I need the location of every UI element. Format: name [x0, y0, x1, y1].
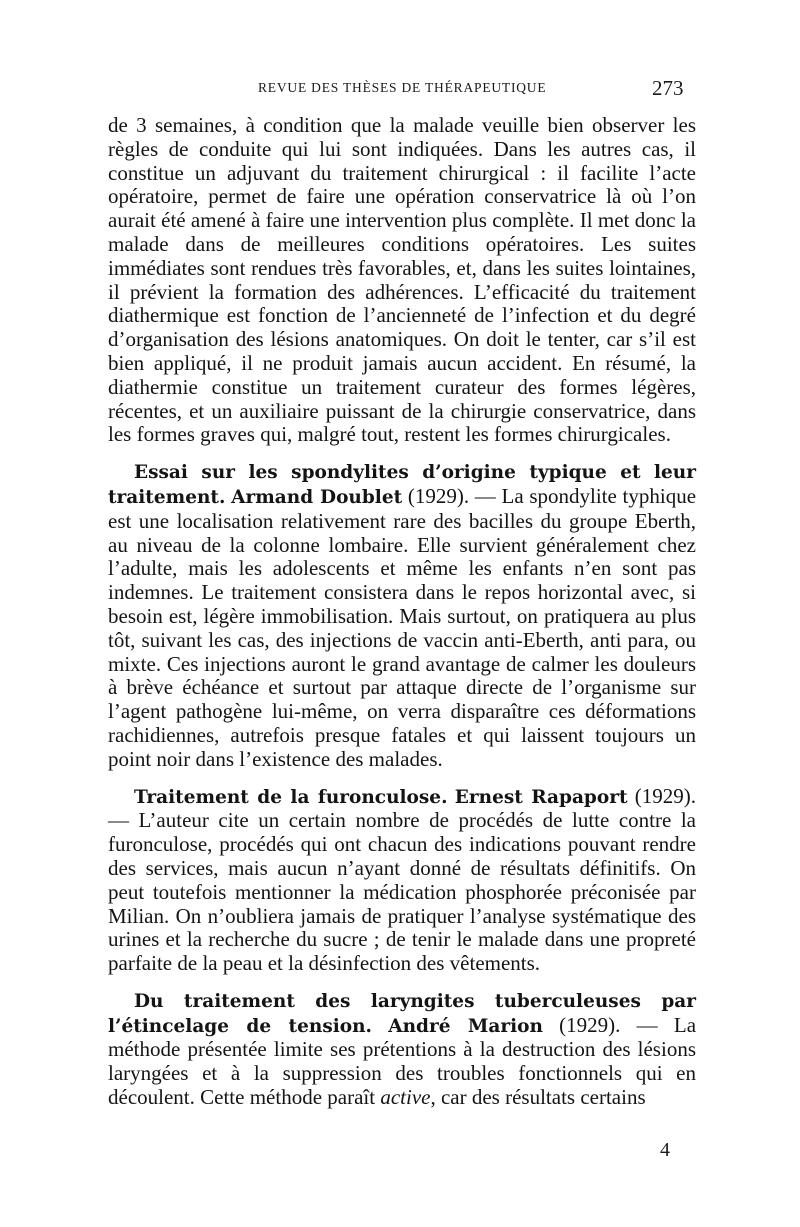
continuation-paragraph: de 3 semaines, à condition que la malade veuille bien observer les règles de conduite qui lui sont indiquées. Dans les autres cas, il constitue un adjuvant du traitement chirurgical : il facilite l’acte opératoire, permet de faire une opération conservatrice là où l’on aurait été amené à faire une intervention plus complète. Il met donc la malade dans de meilleures conditions opératoires. Les suites immédiates sont rendues très favorables, et, dans les suites lointaines, il prévient la formation des adhérences. L’efficacité du traitement diathermique est fonction de l’ancienneté de l’infection et du degré d’organisation des lésions anatomiques. On doit le tenter, car s’il est bien appliqué, il ne produit jamais aucun accident. En résumé, la diathermie constitue un traitement curateur des formes légères, récentes, et un auxiliaire puissant de la chirurgie conservatrice, dans les formes graves qui, malgré tout, restent les formes chirurgicales.: [108, 113, 696, 447]
article-author: Ernest Rapaport: [454, 786, 628, 808]
article-year: (1929).: [559, 1012, 621, 1037]
page-number: 273: [652, 76, 684, 100]
article-emphasis: active: [380, 1085, 431, 1110]
article-furonculose: [108, 785, 696, 976]
article-spondylites: [108, 460, 696, 771]
signature-mark: 4: [660, 1139, 670, 1161]
running-title: REVUE DES THÈSES DE THÉRAPEUTIQUE: [258, 80, 547, 95]
article-body-end: , car des résultats certains: [430, 1085, 646, 1110]
article-title: Traitement de la furonculose.: [134, 786, 448, 808]
article-author: Armand Doublet: [231, 486, 403, 508]
article-year: (1929).: [634, 783, 697, 808]
article-laryngites: [108, 989, 696, 1110]
article-year: (1929).: [407, 483, 470, 508]
article-title: Essai sur les spondylites d’origine typique et leur traitement.: [108, 462, 696, 508]
page-body: [108, 114, 696, 1110]
article-body: — L’auteur cite un certain nombre de procédés de lutte contre la furonculose, procédés qui ont chacun des indications pouvant rendre des services, mais aucun n’ayant donné de résultats définitifs. On peut toutefois mentionner la médication phosphorée préconisée par Milian. On n’oubliera jamais de pratiquer l’analyse systématique des urines et la recherche du sucre ; de tenir le malade dans une propreté parfaite de la peau et la désinfection des vêtements.: [108, 808, 696, 976]
article-body: — La spondylite typhique est une localisation relativement rare des bacilles du groupe Eberth, au niveau de la colonne lombaire. Elle survient généralement chez l’adulte, mais les adolescents et même les enfants n’en sont pas indemnes. Le traitement consistera dans le repos horizontal avec, si besoin est, légère immobilisation. Mais surtout, on pratiquera au plus tôt, suivant les cas, des injections de vaccin anti-Eberth, anti para, ou mixte. Ces injections auront le grand avantage de calmer les douleurs à brève échéance et surtout par attaque directe de l’organisme sur l’agent pathogène lui-même, on verra disparaître ces déformations rachidiennes, autrefois presque fatales et qui laissent toujours un point noir dans l’existence des malades.: [108, 483, 697, 771]
article-author: André Marion: [388, 1015, 543, 1037]
article-title: Du traitement des laryngites tuberculeuses par l’étincelage de tension.: [108, 990, 696, 1037]
article-body: — La méthode présentée limite ses prétentions à la destruction des lésions laryngées et à la suppression des troubles fonctionnels qui en découlent. Cette méthode paraît: [108, 1012, 697, 1110]
